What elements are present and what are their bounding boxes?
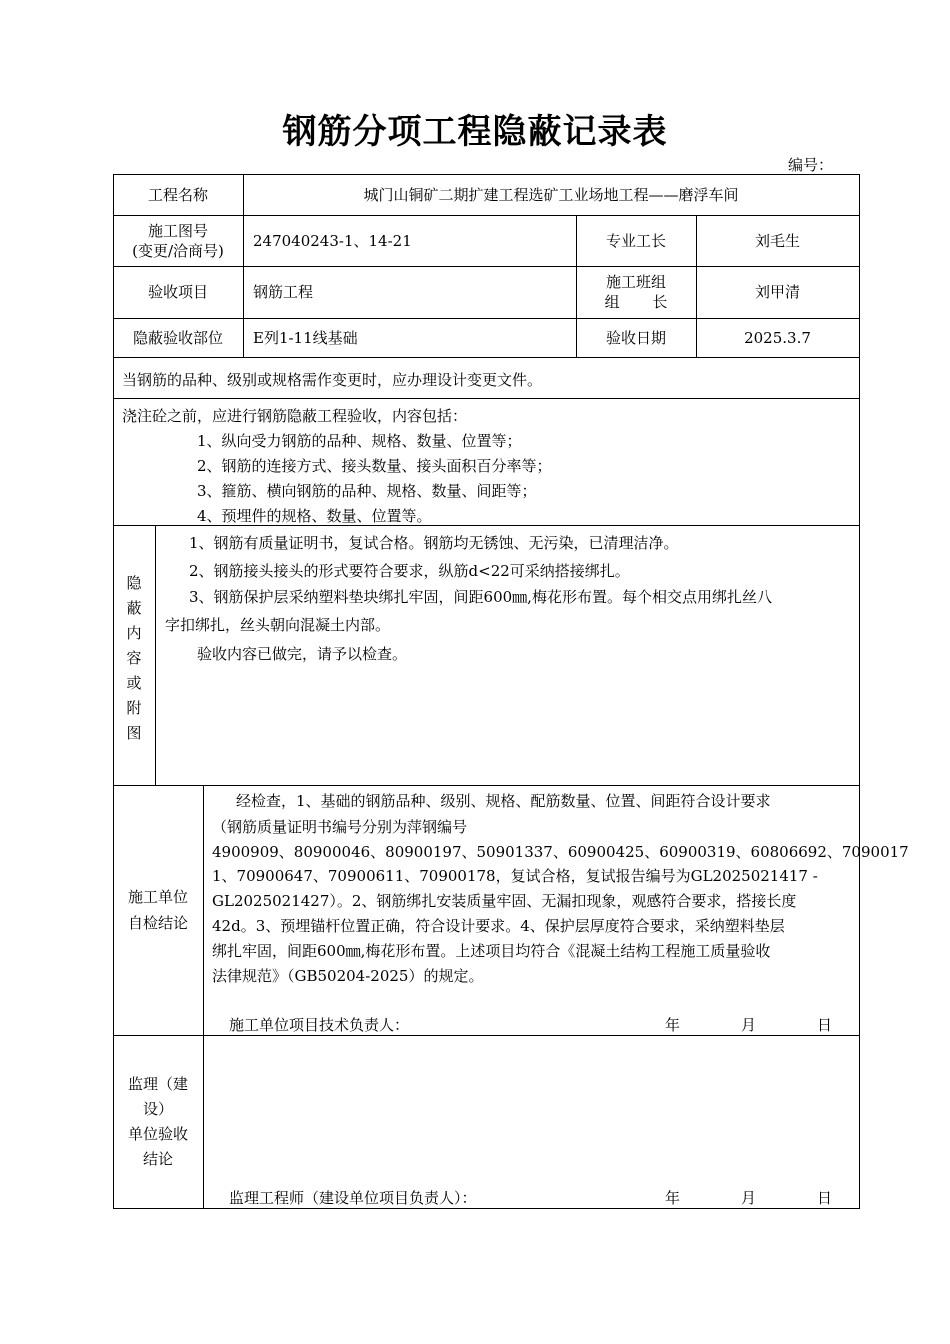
hidden-content-label-char: 蔽 xyxy=(126,599,142,617)
column-divider xyxy=(203,785,204,1208)
self-check-line: 绑扎牢固，间距600㎜,梅花形布置。上述项目均符合《混凝土结构工程施工质量验收 xyxy=(212,942,771,960)
hidden-content-line: 3、钢筋保护层采纳塑料垫块绑扎牢固，间距600㎜,梅花形布置。每个相交点用绑扎丝八 xyxy=(189,588,772,606)
self-check-line: 经检查，1、基础的钢筋品种、级别、规格、配筋数量、位置、间距符合设计要求 xyxy=(236,792,771,810)
doc-number-label: 编号： xyxy=(788,156,834,174)
team-leader-value: 刘甲清 xyxy=(754,283,800,301)
hidden-content-label-char: 图 xyxy=(126,724,142,742)
hidden-part-value: E列1-11线基础 xyxy=(253,328,358,347)
hidden-part-label: 隐蔽验收部位 xyxy=(132,328,223,347)
supervision-label-line1: 监理（建 xyxy=(127,1074,188,1093)
self-check-label-line1: 施工单位 xyxy=(127,888,188,906)
drawing-no-value: 247040243-1、14-21 xyxy=(253,231,412,250)
requirement-item: 1、纵向受力钢筋的品种、规格、数量、位置等； xyxy=(197,432,522,450)
column-divider xyxy=(155,525,156,785)
supervision-signature-label: 监理工程师（建设单位项目负责人）： xyxy=(229,1189,477,1207)
hidden-content-line: 1、钢筋有质量证明书，复试合格。钢筋均无锈蚀、无污染，已清理洁净。 xyxy=(189,534,679,552)
hidden-content-line: 验收内容已做完，请予以检查。 xyxy=(197,645,408,663)
self-check-line: 4900909、80900046、80900197、50901337、60900425、60900319、60806692、7090017 xyxy=(212,843,909,861)
self-check-line: 1、70900647、70900611、70900178，复试合格，复试报告编号为GL2025021417 - xyxy=(212,867,818,885)
drawing-no-label-line2: (变更/洽商号) xyxy=(132,241,224,260)
supervision-day-label: 日 xyxy=(817,1189,833,1207)
project-name-value: 城门山铜矿二期扩建工程选矿工业场地工程——磨浮车间 xyxy=(363,185,739,204)
self-check-line: （钢筋质量证明书编号分别为萍钢编号 xyxy=(212,818,468,836)
hidden-content-line: 2、钢筋接头接头的形式要符合要求，纵筋d<22可采纳搭接绑扎。 xyxy=(189,562,630,580)
team-leader-label-line2: 组 长 xyxy=(604,293,682,311)
hidden-content-label-char: 内 xyxy=(126,624,142,642)
item-label: 验收项目 xyxy=(147,283,208,301)
requirement-item: 3、箍筋、横向钢筋的品种、规格、数量、间距等； xyxy=(197,482,537,500)
team-leader-label-line1: 施工班组 xyxy=(605,273,666,291)
self-check-label xyxy=(113,785,203,1035)
drawing-no-label xyxy=(113,215,243,266)
acceptance-date-value: 2025.3.7 xyxy=(744,328,811,347)
requirements-intro: 浇注砼之前，应进行钢筋隐蔽工程验收，内容包括： xyxy=(122,407,468,425)
self-check-day-label: 日 xyxy=(817,1016,833,1034)
supervision-label xyxy=(113,1035,203,1208)
item-value: 钢筋工程 xyxy=(253,283,314,301)
table-border-right xyxy=(859,174,860,1208)
acceptance-date-label: 验收日期 xyxy=(605,328,666,347)
self-check-label-line2: 自检结论 xyxy=(127,914,188,932)
self-check-month-label: 月 xyxy=(741,1016,757,1034)
table-border-bottom xyxy=(113,1208,860,1209)
hidden-content-line: 字扣绑扎，丝头朝向混凝土内部。 xyxy=(165,616,391,634)
requirement-item: 4、预埋件的规格、数量、位置等。 xyxy=(197,507,432,525)
document-title: 钢筋分项工程隐蔽记录表 xyxy=(282,112,668,152)
foreman-value: 刘毛生 xyxy=(754,231,800,250)
team-leader-label xyxy=(576,266,696,318)
row-divider xyxy=(113,1035,860,1036)
supervision-label-line4: 结论 xyxy=(142,1149,173,1168)
self-check-line: 42d。3、预埋锚杆位置正确，符合设计要求。4、保护层厚度符合要求，采纳塑料垫层 xyxy=(212,917,785,935)
requirement-item: 2、钢筋的连接方式、接头数量、接头面积百分率等； xyxy=(197,457,552,475)
change-note: 当钢筋的品种、级别或规格需作变更时，应办理设计变更文件。 xyxy=(122,371,543,389)
self-check-line: 法律规范》（GB50204-2025）的规定。 xyxy=(212,967,484,985)
hidden-content-label-char: 或 xyxy=(126,674,142,692)
hidden-content-label-char: 容 xyxy=(126,649,142,667)
self-check-line: GL2025021427）。2、钢筋绑扎安装质量牢固、无漏扣现象，观感符合要求，搭接长度 xyxy=(212,892,797,910)
project-name-label: 工程名称 xyxy=(147,185,208,204)
drawing-no-label-line1: 施工图号 xyxy=(147,221,208,240)
foreman-label: 专业工长 xyxy=(605,231,666,250)
supervision-label-line3: 单位验收 xyxy=(127,1124,188,1143)
supervision-year-label: 年 xyxy=(665,1189,681,1207)
supervision-label-line2: 设） xyxy=(142,1099,173,1118)
row-divider xyxy=(113,398,860,399)
supervision-month-label: 月 xyxy=(741,1189,757,1207)
hidden-content-label-char: 隐 xyxy=(126,574,142,592)
row-divider xyxy=(113,785,860,786)
row-divider xyxy=(113,357,860,358)
self-check-signature-label: 施工单位项目技术负责人： xyxy=(229,1016,410,1034)
self-check-year-label: 年 xyxy=(665,1016,681,1034)
hidden-content-label-char: 附 xyxy=(126,699,142,717)
